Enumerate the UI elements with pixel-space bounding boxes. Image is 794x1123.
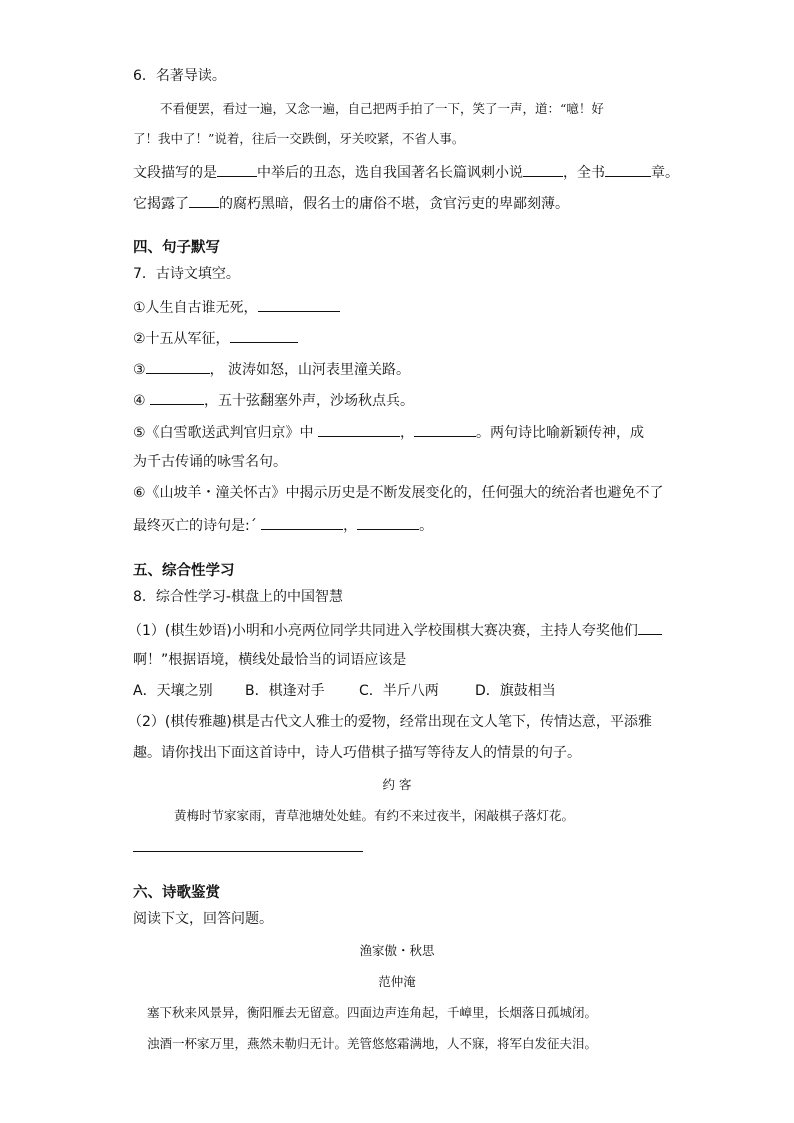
- q6-fill-line-1: [133, 162, 679, 182]
- q7-item-6-text-b: 最终灭亡的诗句是:ˊ: [133, 518, 262, 534]
- q6-text-c: ，全书: [563, 165, 605, 181]
- q7-item-4-text: ，五十弦翻塞外声，沙场秋点兵。: [204, 393, 415, 409]
- q7-item-5-text-a: ⑤《白雪歌送武判官归京》中: [133, 425, 319, 441]
- q6-fill-line-2: [133, 193, 569, 213]
- q7-item-1-text: ①人生自古谁无死，: [133, 300, 258, 316]
- answer-blank[interactable]: [146, 359, 210, 374]
- q6-quote-line-1: 不看便罢，看过一遍，又念一遍，自己把两手拍了一下，笑了一声，道：“噫！好: [160, 101, 604, 116]
- section-4-title: 四、句子默写: [133, 240, 220, 256]
- q7-item-3-text: ， 波涛如怒，山河表里潼关路。: [209, 362, 411, 378]
- q7-heading: 7．古诗文填空。: [133, 266, 240, 282]
- q7-item-3-num: ③: [133, 362, 146, 378]
- answer-blank[interactable]: [230, 328, 298, 343]
- q6-text-f: 的腐朽黑暗，假名士的庸俗不堪，贪官污吏的卑鄙刻薄。: [219, 196, 569, 212]
- answer-line[interactable]: [133, 851, 363, 852]
- q7-item-5: [133, 422, 644, 442]
- q6-quote-line-2: 了！我中了！”说着，往后一交跌倒，牙关咬紧，不省人事。: [133, 131, 465, 146]
- q7-item-5-cont: 为千古传诵的咏雪名句。: [133, 454, 287, 470]
- section-5-title: 五、综合性学习: [133, 563, 235, 579]
- option-b[interactable]: B．棋逢对手: [245, 683, 325, 699]
- q7-item-6-text-c: ，: [343, 518, 358, 534]
- option-d[interactable]: D．旗鼓相当: [475, 683, 556, 699]
- poem2-line-2: 浊酒一杯家万里，燕然未勒归无计。羌管悠悠霜满地，人不寐，将军白发征夫泪。: [147, 1036, 598, 1051]
- q7-item-5-text-b: ，: [400, 425, 415, 441]
- q7-item-1: [133, 297, 340, 317]
- poem2-line-1: 塞下秋来风景异，衡阳雁去无留意。四面边声连角起，千嶂里，长烟落日孤城闭。: [147, 1005, 598, 1020]
- poem2-author: 范仲淹: [378, 974, 416, 989]
- q8-heading: 8．综合性学习-棋盘上的中国智慧: [133, 589, 343, 605]
- q8-part-2: （2）(棋传雅趣)棋是古代文人雅士的爱物，经常出现在文人笔下，传情达意，平添雅: [128, 714, 652, 730]
- q8-part-1-text: （1）(棋生妙语)小明和小亮两位同学共同进入学校围棋大赛决赛，主持人夸奖他们: [128, 623, 638, 639]
- option-c[interactable]: C．半斤八两: [359, 683, 439, 699]
- q7-item-6-cont: [133, 515, 433, 535]
- answer-blank[interactable]: [357, 515, 419, 530]
- q7-item-4: [133, 390, 414, 410]
- q7-item-4-num: ④: [133, 393, 151, 409]
- q8-part-2-cont: 趣。请你找出下面这首诗中，诗人巧借棋子描写等待友人的情景的句子。: [133, 745, 581, 761]
- q6-text-a: 文段描写的是: [133, 165, 217, 181]
- q8-options: [133, 682, 556, 700]
- poem-title: 约 客: [382, 777, 412, 792]
- q6-text-b: 中举后的丑态，选自我国著名长篇讽刺小说: [257, 165, 523, 181]
- answer-blank[interactable]: [605, 162, 651, 177]
- answer-blank[interactable]: [638, 620, 662, 635]
- q8-part-1-cont: 啊！”根据语境，横线处最恰当的词语应该是: [133, 652, 407, 668]
- poem2-title: 渔家傲・秋思: [359, 943, 435, 958]
- poem-body: 黄梅时节家家雨，青草池塘处处蛙。有约不来过夜半，闲敲棋子落灯花。: [174, 808, 575, 823]
- q6-heading: 6．名著导读。: [133, 68, 226, 84]
- answer-blank[interactable]: [261, 515, 343, 530]
- q7-item-3: [133, 359, 410, 379]
- q6-text-e: 它揭露了: [133, 196, 189, 212]
- q7-item-2-text: ②十五从军征，: [133, 331, 230, 347]
- answer-blank[interactable]: [150, 390, 204, 405]
- q7-item-6: ⑥《山坡羊・潼关怀古》中揭示历史是不断发展变化的，任何强大的统治者也避免不了: [133, 485, 664, 501]
- answer-blank[interactable]: [217, 162, 257, 177]
- q6-text-d: 章。: [651, 165, 679, 181]
- answer-blank[interactable]: [189, 193, 219, 208]
- answer-blank[interactable]: [523, 162, 563, 177]
- answer-blank[interactable]: [414, 422, 476, 437]
- q7-item-6-text-d: 。: [419, 518, 434, 534]
- answer-blank[interactable]: [258, 297, 340, 312]
- q7-item-2: [133, 328, 298, 348]
- answer-blank[interactable]: [318, 422, 400, 437]
- sec6-intro: 阅读下文，回答问题。: [133, 911, 273, 927]
- q8-part-1: [128, 620, 662, 640]
- section-6-title: 六、诗歌鉴赏: [133, 885, 220, 901]
- option-a[interactable]: A．天壤之别: [133, 683, 213, 699]
- q7-item-5-text-c: 。两句诗比喻新颖传神，成: [476, 425, 645, 441]
